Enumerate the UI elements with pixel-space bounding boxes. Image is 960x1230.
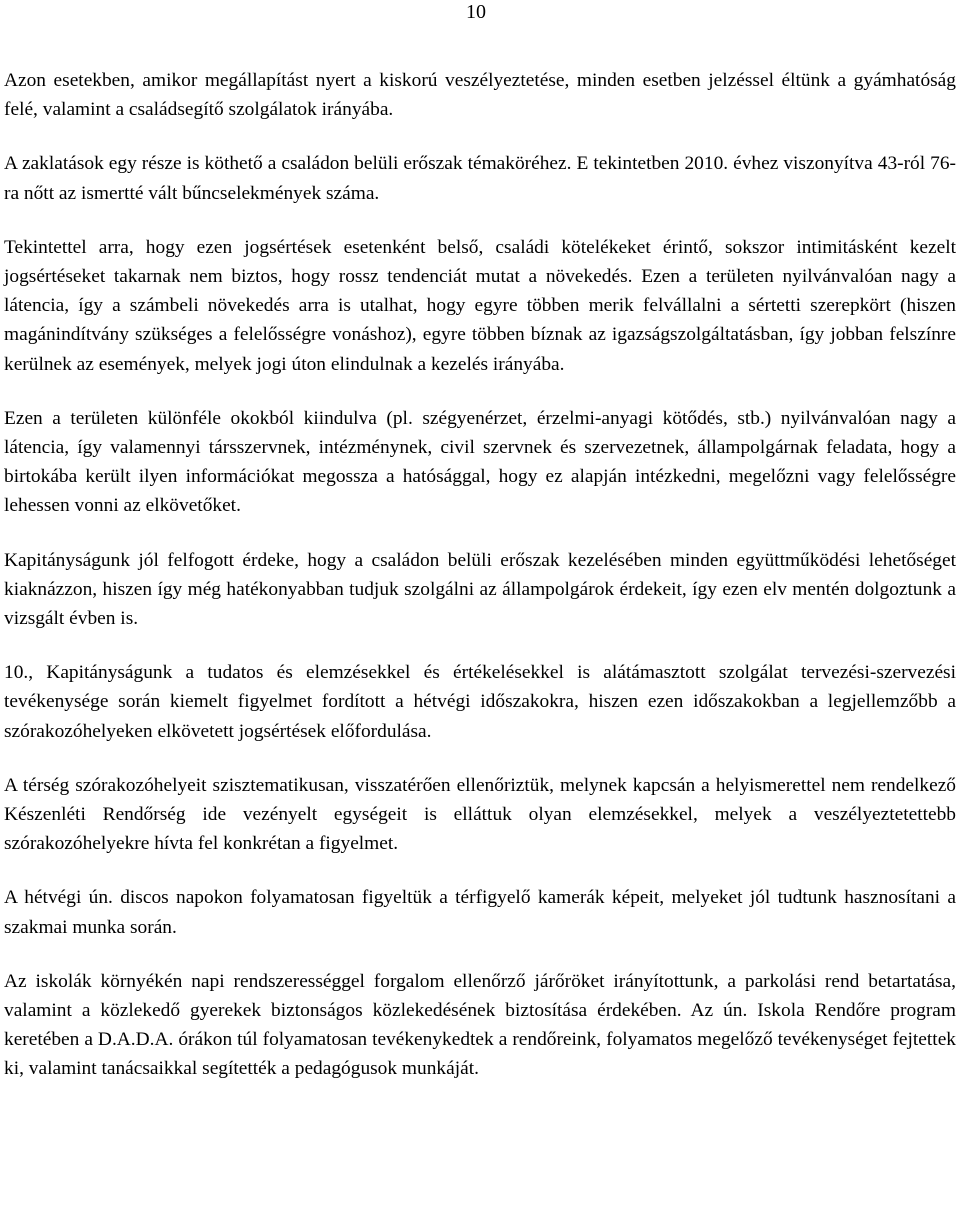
paragraph-child-endangerment: Azon esetekben, amikor megállapítást nyert a kiskorú veszélyeztetése, minden esetben jelzéssel éltünk a gyámhatóság felé, valamint a családsegítő szolgálatok irányába.: [4, 70, 956, 121]
paragraph-cooperation: Kapitányságunk jól felfogott érdeke, hogy a családon belüli erőszak kezelésében minden együttműködési lehetőséget kiaknázzon, hiszen így még hatékonyabban tudjuk szolgálni az állampolgárok érdekeit, így ezen elv mentén dolgoztunk a vizsgált évben is.: [4, 549, 956, 630]
paragraph-weekend-planning: 10., Kapitányságunk a tudatos és elemzésekkel és értékelésekkel is alátámasztott szolgálat tervezési-szervezési tevékenysége során kiemelt figyelmet fordított a hétvégi időszakokra, hiszen ezen időszakokban a legjellemzőbb a szórakozóhelyeken elkövetett jogsértések előfordulása.: [4, 662, 956, 742]
document-body: [4, 66, 956, 1109]
paragraph-latency-analysis: Tekintettel arra, hogy ezen jogsértések esetenként belső, családi kötelékeket érintő, sokszor intimitásként kezelt jogsértéseket takarnak nem biztos, hogy rossz tendenciát mutat a növekedés. Ezen a területen nyilvánvalóan nagy a látencia, így a számbeli növekedés arra is utalhat, hogy egyre többen merik felvállalni a sértetti szerepkört (hiszen magánindítvány szükséges a felelősségre vonáshoz), egyre többen bíznak az igazságszolgáltatásban, így jobban felszínre kerülnek az események, melyek jogi úton elindulnak a kezelés irányába.: [4, 236, 956, 375]
paragraph-venue-inspections: A térség szórakozóhelyeit szisztematikusan, visszatérően ellenőriztük, melynek kapcsán a helyismerettel nem rendelkező Készenléti Rendőrség ide vezényelt egységeit is elláttuk olyan elemzésekkel, melyek a veszélyeztetettebb szórakozóhelyekre hívta fel konkrétan a figyelmet.: [4, 774, 956, 855]
paragraph-information-sharing: Ezen a területen különféle okokból kiindulva (pl. szégyenérzet, érzelmi-anyagi kötődés, stb.) nyilvánvalóan nagy a látencia, így valamennyi társszervnek, intézménynek, civil szervnek és szervezetnek, állampolgárnak feladata, hogy a birtokába került ilyen információkat megossza a hatósággal, hogy ez alapján intézkedni, megelőzni vagy felelősségre lehessen vonni az elkövetőket.: [4, 407, 956, 517]
paragraph-school-traffic: Az iskolák környékén napi rendszerességgel forgalom ellenőrző járőröket irányítottunk, a parkolási rend betartatása, valamint a közlekedő gyerekek biztonságos közlekedésének biztosítása érdekében. Az ún. Iskola Rendőre program keretében a D.A.D.A. órákon túl folyamatosan tevékenykedtek a rendőreink, folyamatos megelőző tevékenységet fejtettek ki, valamint tanácsaikkal segítették a pedagógusok munkáját.: [4, 970, 956, 1080]
paragraph-cctv-monitoring: A hétvégi ún. discos napokon folyamatosan figyeltük a térfigyelő kamerák képeit, melyeket jól tudtunk hasznosítani a szakmai munka során.: [4, 887, 956, 938]
page-number: 10: [466, 1, 486, 23]
paragraph-harassment-statistics: A zaklatások egy része is köthető a családon belüli erőszak témaköréhez. E tekintetben 2010. évhez viszonyítva 43-ról 76-ra nőtt az ismertté vált bűncselekmények száma.: [4, 153, 956, 204]
